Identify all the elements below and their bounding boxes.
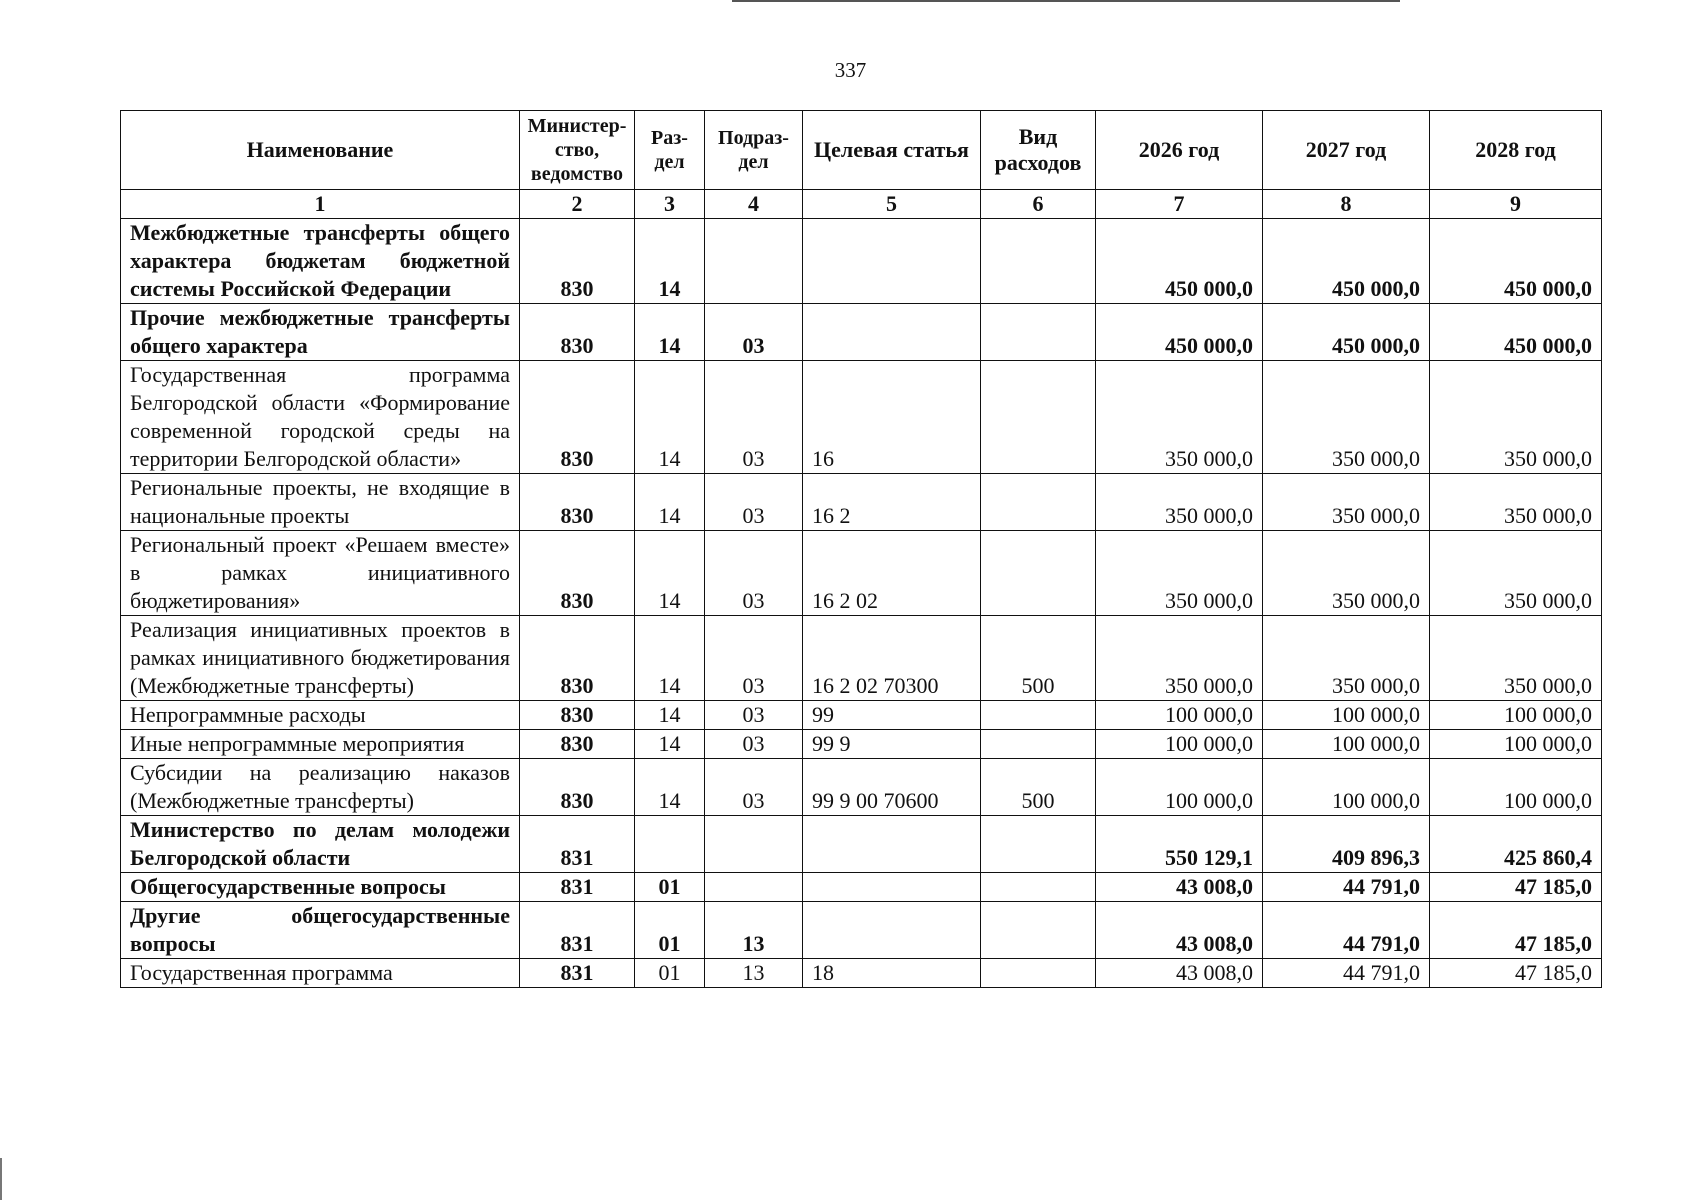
row-section: 14 bbox=[635, 730, 705, 759]
row-ministry: 830 bbox=[520, 474, 635, 531]
row-subsection: 13 bbox=[705, 902, 803, 959]
row-ministry: 831 bbox=[520, 816, 635, 873]
row-expense-type: 500 bbox=[981, 759, 1096, 816]
row-ministry: 830 bbox=[520, 730, 635, 759]
row-expense-type bbox=[981, 701, 1096, 730]
row-subsection: 03 bbox=[705, 531, 803, 616]
scan-edge-mark bbox=[0, 1158, 2, 1200]
row-amount-2026: 350 000,0 bbox=[1096, 616, 1263, 701]
row-amount-2026: 100 000,0 bbox=[1096, 701, 1263, 730]
row-amount-2026: 43 008,0 bbox=[1096, 873, 1263, 902]
row-amount-2028: 425 860,4 bbox=[1430, 816, 1602, 873]
row-section: 14 bbox=[635, 531, 705, 616]
row-ministry: 830 bbox=[520, 616, 635, 701]
row-expense-type bbox=[981, 474, 1096, 531]
row-name: Региональные проекты, не входящие в национальные проекты bbox=[121, 474, 520, 531]
row-section: 14 bbox=[635, 616, 705, 701]
row-name: Субсидии на реализацию наказов (Межбюджетные трансферты) bbox=[121, 759, 520, 816]
page-number: 337 bbox=[834, 58, 867, 82]
row-amount-2026: 450 000,0 bbox=[1096, 219, 1263, 304]
row-ministry: 830 bbox=[520, 219, 635, 304]
row-name: Межбюджетные трансферты общего характера бюджетам бюджетной системы Российской Федерации bbox=[121, 219, 520, 304]
column-number: 2 bbox=[520, 190, 635, 219]
table-body bbox=[121, 219, 1602, 988]
row-section: 14 bbox=[635, 361, 705, 474]
row-target: 16 bbox=[803, 361, 981, 474]
row-subsection: 03 bbox=[705, 759, 803, 816]
row-amount-2026: 100 000,0 bbox=[1096, 759, 1263, 816]
table-row bbox=[121, 730, 1602, 759]
row-target: 99 9 00 70600 bbox=[803, 759, 981, 816]
header-name: Наименование bbox=[121, 111, 520, 190]
row-ministry: 830 bbox=[520, 701, 635, 730]
row-ministry: 830 bbox=[520, 361, 635, 474]
row-amount-2027: 100 000,0 bbox=[1263, 730, 1430, 759]
header-expense-type: Вид расходов bbox=[981, 111, 1096, 190]
row-expense-type bbox=[981, 816, 1096, 873]
column-number: 1 bbox=[121, 190, 520, 219]
row-expense-type bbox=[981, 873, 1096, 902]
row-subsection: 03 bbox=[705, 616, 803, 701]
table-row bbox=[121, 873, 1602, 902]
header-section: Раз-дел bbox=[635, 111, 705, 190]
row-amount-2028: 350 000,0 bbox=[1430, 531, 1602, 616]
row-subsection bbox=[705, 816, 803, 873]
table-row bbox=[121, 816, 1602, 873]
row-amount-2028: 450 000,0 bbox=[1430, 304, 1602, 361]
row-amount-2027: 44 791,0 bbox=[1263, 873, 1430, 902]
row-amount-2027: 350 000,0 bbox=[1263, 616, 1430, 701]
column-number: 5 bbox=[803, 190, 981, 219]
row-amount-2026: 350 000,0 bbox=[1096, 474, 1263, 531]
row-target bbox=[803, 816, 981, 873]
row-amount-2027: 44 791,0 bbox=[1263, 959, 1430, 988]
row-amount-2027: 44 791,0 bbox=[1263, 902, 1430, 959]
row-target: 16 2 02 bbox=[803, 531, 981, 616]
row-ministry: 830 bbox=[520, 759, 635, 816]
row-subsection: 03 bbox=[705, 474, 803, 531]
row-name: Прочие межбюджетные трансферты общего характера bbox=[121, 304, 520, 361]
row-subsection bbox=[705, 873, 803, 902]
row-target bbox=[803, 304, 981, 361]
header-2026: 2026 год bbox=[1096, 111, 1263, 190]
row-name: Министерство по делам молодежи Белгородской области bbox=[121, 816, 520, 873]
column-numbers-row bbox=[121, 190, 1602, 219]
row-amount-2027: 350 000,0 bbox=[1263, 531, 1430, 616]
row-expense-type bbox=[981, 361, 1096, 474]
row-amount-2027: 100 000,0 bbox=[1263, 701, 1430, 730]
column-number: 6 bbox=[981, 190, 1096, 219]
row-ministry: 830 bbox=[520, 304, 635, 361]
row-amount-2026: 550 129,1 bbox=[1096, 816, 1263, 873]
row-expense-type: 500 bbox=[981, 616, 1096, 701]
column-number: 9 bbox=[1430, 190, 1602, 219]
row-expense-type bbox=[981, 959, 1096, 988]
row-section: 14 bbox=[635, 759, 705, 816]
row-subsection: 03 bbox=[705, 304, 803, 361]
table-row bbox=[121, 304, 1602, 361]
column-number: 3 bbox=[635, 190, 705, 219]
row-expense-type bbox=[981, 304, 1096, 361]
row-target bbox=[803, 873, 981, 902]
row-section: 14 bbox=[635, 304, 705, 361]
row-amount-2028: 100 000,0 bbox=[1430, 730, 1602, 759]
row-section: 01 bbox=[635, 902, 705, 959]
header-2027: 2027 год bbox=[1263, 111, 1430, 190]
row-amount-2026: 450 000,0 bbox=[1096, 304, 1263, 361]
header-2028: 2028 год bbox=[1430, 111, 1602, 190]
row-section: 14 bbox=[635, 701, 705, 730]
row-ministry: 831 bbox=[520, 902, 635, 959]
table-row bbox=[121, 474, 1602, 531]
table-row bbox=[121, 959, 1602, 988]
row-target: 99 bbox=[803, 701, 981, 730]
row-expense-type bbox=[981, 531, 1096, 616]
row-amount-2026: 350 000,0 bbox=[1096, 361, 1263, 474]
row-name: Региональный проект «Решаем вместе» в рамках инициативного бюджетирования» bbox=[121, 531, 520, 616]
header-subsection: Подраз-дел bbox=[705, 111, 803, 190]
column-number: 7 bbox=[1096, 190, 1263, 219]
row-subsection bbox=[705, 219, 803, 304]
row-subsection: 03 bbox=[705, 730, 803, 759]
row-target bbox=[803, 902, 981, 959]
table-row bbox=[121, 219, 1602, 304]
row-amount-2026: 350 000,0 bbox=[1096, 531, 1263, 616]
row-amount-2027: 450 000,0 bbox=[1263, 304, 1430, 361]
row-amount-2026: 100 000,0 bbox=[1096, 730, 1263, 759]
row-amount-2028: 350 000,0 bbox=[1430, 616, 1602, 701]
budget-table bbox=[120, 110, 1602, 988]
table-row bbox=[121, 902, 1602, 959]
row-amount-2028: 350 000,0 bbox=[1430, 361, 1602, 474]
row-name: Непрограммные расходы bbox=[121, 701, 520, 730]
row-name: Иные непрограммные мероприятия bbox=[121, 730, 520, 759]
row-amount-2028: 100 000,0 bbox=[1430, 701, 1602, 730]
row-section: 01 bbox=[635, 873, 705, 902]
table-row bbox=[121, 616, 1602, 701]
row-amount-2027: 409 896,3 bbox=[1263, 816, 1430, 873]
table-row bbox=[121, 759, 1602, 816]
scan-edge-line bbox=[732, 0, 1400, 2]
row-subsection: 03 bbox=[705, 361, 803, 474]
row-section: 14 bbox=[635, 474, 705, 531]
table-header-row bbox=[121, 111, 1602, 190]
row-amount-2026: 43 008,0 bbox=[1096, 902, 1263, 959]
row-amount-2026: 43 008,0 bbox=[1096, 959, 1263, 988]
row-target: 99 9 bbox=[803, 730, 981, 759]
row-name: Общегосударственные вопросы bbox=[121, 873, 520, 902]
row-section: 14 bbox=[635, 219, 705, 304]
row-target: 16 2 02 70300 bbox=[803, 616, 981, 701]
row-subsection: 13 bbox=[705, 959, 803, 988]
row-name: Другие общегосударственные вопросы bbox=[121, 902, 520, 959]
table-row bbox=[121, 531, 1602, 616]
row-amount-2027: 350 000,0 bbox=[1263, 474, 1430, 531]
row-target bbox=[803, 219, 981, 304]
row-amount-2028: 100 000,0 bbox=[1430, 759, 1602, 816]
row-section bbox=[635, 816, 705, 873]
row-amount-2028: 450 000,0 bbox=[1430, 219, 1602, 304]
column-number: 4 bbox=[705, 190, 803, 219]
row-amount-2027: 450 000,0 bbox=[1263, 219, 1430, 304]
row-name: Государственная программа bbox=[121, 959, 520, 988]
row-amount-2028: 47 185,0 bbox=[1430, 902, 1602, 959]
column-number: 8 bbox=[1263, 190, 1430, 219]
row-amount-2027: 350 000,0 bbox=[1263, 361, 1430, 474]
table-row bbox=[121, 361, 1602, 474]
row-expense-type bbox=[981, 730, 1096, 759]
row-amount-2028: 47 185,0 bbox=[1430, 873, 1602, 902]
row-ministry: 831 bbox=[520, 959, 635, 988]
header-ministry: Министер-ство, ведомство bbox=[520, 111, 635, 190]
row-ministry: 831 bbox=[520, 873, 635, 902]
row-name: Реализация инициативных проектов в рамках инициативного бюджетирования (Межбюджетные трансферты) bbox=[121, 616, 520, 701]
row-target: 16 2 bbox=[803, 474, 981, 531]
row-subsection: 03 bbox=[705, 701, 803, 730]
row-expense-type bbox=[981, 219, 1096, 304]
row-target: 18 bbox=[803, 959, 981, 988]
row-ministry: 830 bbox=[520, 531, 635, 616]
row-name: Государственная программа Белгородской области «Формирование современной городской среды на территории Белгородской области» bbox=[121, 361, 520, 474]
row-amount-2027: 100 000,0 bbox=[1263, 759, 1430, 816]
row-amount-2028: 350 000,0 bbox=[1430, 474, 1602, 531]
row-expense-type bbox=[981, 902, 1096, 959]
table-row bbox=[121, 701, 1602, 730]
row-amount-2028: 47 185,0 bbox=[1430, 959, 1602, 988]
row-section: 01 bbox=[635, 959, 705, 988]
header-target: Целевая статья bbox=[803, 111, 981, 190]
